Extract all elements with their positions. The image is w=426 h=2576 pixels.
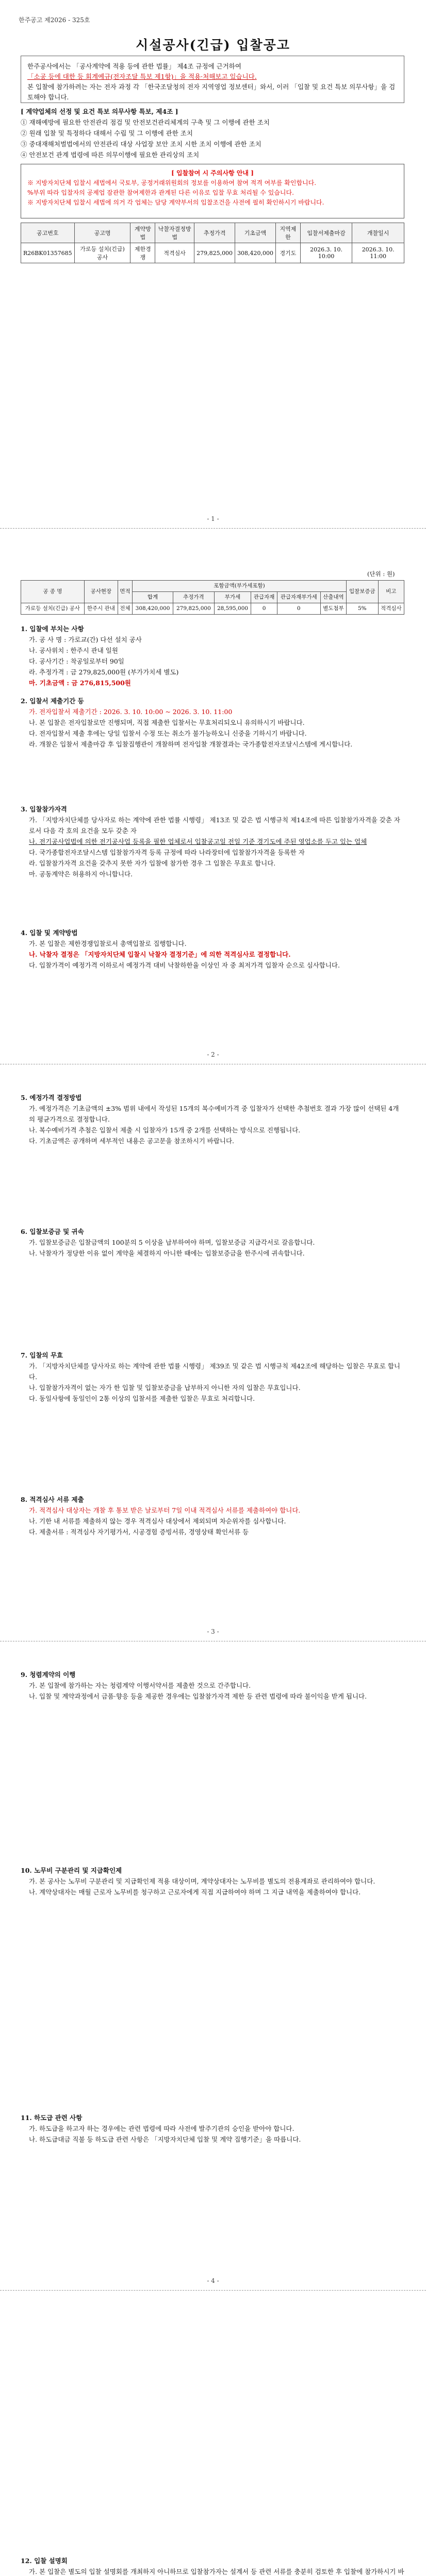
page-number: - 2 - [207, 1051, 219, 1058]
section-item: 다. 동일사항에 동일인이 2통 이상의 입찰서를 제출한 입찰은 무효로 처리합니다. [29, 1395, 255, 1402]
table-subheader: 합계 [132, 592, 173, 603]
table-cell: 가로등 설치(긴급) 공사 [74, 243, 130, 263]
table-header: 비고 [378, 581, 404, 603]
section-item: 가. 공 사 명 : 가로교(간) 다선 설치 공사 [29, 636, 142, 643]
section-item: 나. 본 입찰은 전자입찰로만 진행되며, 직접 제출한 입찰서는 무효처리되오니 유의하시기 바랍니다. [29, 719, 305, 726]
notice-line: ④ 안전보건 관계 법령에 따른 의무이행에 필요한 관리상의 조치 [21, 151, 200, 159]
table-header: 추정가격 [194, 223, 235, 243]
section-item: 다. 입찰가격이 예정가격 이하로서 예정가격 대비 낙찰하한율 이상인 자 중 최저가격 입찰자 순으로 심사합니다. [29, 961, 340, 969]
table-cell: 적격심사 [155, 243, 194, 263]
table-subheader: 산출내역 [320, 592, 346, 603]
table-header: 공 종 명 [21, 581, 85, 603]
section-item: 가. 적격심사 대상자는 개찰 후 통보 받은 날로부터 7일 이내 적격심사 서류를 제출하여야 합니다. [29, 1506, 301, 1514]
section-9 [21, 1669, 404, 1702]
section-heading: 3. 입찰참가자격 [21, 805, 67, 813]
table-subheader: 추정가격 [173, 592, 214, 603]
section-heading: 1. 입찰에 부치는 사항 [21, 625, 84, 633]
section-heading: 9. 청렴계약의 이행 [21, 1671, 76, 1679]
section-item: 라. 입찰참가자격 요건을 갖추지 못한 자가 입찰에 참가한 경우 그 입찰은 무효로 합니다. [29, 859, 276, 867]
section-heading: 2. 입찰서 제출기간 등 [21, 697, 84, 705]
section-heading: 4. 입찰 및 계약방법 [21, 929, 78, 937]
obligation-notice [21, 106, 404, 160]
caution-line: ※ 지방자치단체 입찰시 세법에서 국토부, 공정거래위원회의 정보를 이용하여 참여 적격 여부를 확인합니다. [27, 179, 317, 187]
table-header: 지역제한 [276, 223, 301, 243]
section-item: 가. 본 입찰은 제한경쟁입찰로서 총액입찰로 집행합니다. [29, 940, 187, 947]
table-cell: 2026.3. 10. 10:00 [300, 243, 352, 263]
table-cell: 0 [251, 603, 277, 615]
table-cell: 경기도 [276, 243, 301, 263]
caution-box [21, 164, 404, 218]
section-item: 나. 전기공사업법에 의한 전기공사업 등록을 필한 업체로서 입찰공고일 전일 기준 경기도에 주된 영업소를 두고 있는 업체 [29, 838, 367, 845]
table-header: 포함금액(부가세포함) [132, 581, 346, 592]
table-header: 입찰보증금 [347, 581, 379, 603]
section-heading: 10. 노무비 구분관리 및 지급확인제 [21, 1867, 122, 1874]
table-cell: 별도첨부 [320, 603, 346, 615]
table-cell: 279,825,000 [194, 243, 235, 263]
table-subheader: 관급자재부가세 [277, 592, 320, 603]
table-cell: 308,420,000 [235, 243, 276, 263]
table-header: 면적 [118, 581, 132, 603]
section-2 [21, 696, 404, 750]
section-item: 나. 낙찰자 결정은 「지방자치단체 입찰시 낙찰자 결정기준」에 의한 적격심사로 결정합니다. [29, 951, 291, 958]
table-cell: 28,595,000 [214, 603, 251, 615]
intro-line-1: 한주공사에서는 「공사계약에 적용 등에 관한 법률」 제4조 규정에 근거하여 [27, 62, 241, 70]
table-subheader: 부가세 [214, 592, 251, 603]
section-item: 가. 본 공사는 노무비 구분관리 및 지급확인제 적용 대상이며, 계약상대자는 노무비를 별도의 전용계좌로 관리하여야 합니다. [29, 1877, 375, 1885]
section-item: 다. 제출서류 : 적격심사 자기평가서, 시공경험 증빙서류, 경영상태 확인서류 등 [29, 1528, 249, 1536]
section-item: 마. 기초금액 : 금 276,815,500원 [29, 679, 131, 687]
table-header: 개찰일시 [352, 223, 404, 243]
table-header: 계약방법 [130, 223, 155, 243]
section-item: 가. 하도급을 하고자 하는 경우에는 관련 법령에 따라 사전에 발주기관의 승인을 받아야 합니다. [29, 2125, 294, 2132]
section-10 [21, 1865, 404, 1897]
table-cell: 2026.3. 10. 11:00 [352, 243, 404, 263]
page-divider [0, 2290, 426, 2291]
table-cell: 가로등 설치(긴급) 공사 [21, 603, 85, 615]
intro-box [21, 56, 404, 103]
table-cell: 0 [277, 603, 320, 615]
section-item: 라. 추정가격 : 금 279,825,000원 (부가가치세 별도) [29, 668, 179, 676]
section-item: 마. 공동계약은 허용하지 아니합니다. [29, 870, 133, 878]
table-header: 공고번호 [21, 223, 75, 243]
section-item: 가. 「지방자치단체를 당사자로 하는 계약에 관한 법률 시행령」 제39조 및 같은 법 시행규칙 제42조에 해당하는 입찰은 무효로 합니다. [29, 1362, 401, 1381]
table-row [21, 243, 404, 263]
page-number: - 1 - [207, 515, 219, 522]
notice-line: ② 원래 입찰 및 특정하다 대해서 수립 및 그 이행에 관한 조치 [21, 129, 193, 137]
intro-line-3: 본 입찰에 참가하려는 자는 전자 과정 각 「한국조달청의 전자 지역영업 정보센터」와서, 이러 「입찰 및 요건 특보 의무사항」을 검토해야 합니다. [27, 83, 396, 101]
table-subheader: 관급자재 [251, 592, 277, 603]
section-heading: 5. 예정가격 결정방법 [21, 1094, 82, 1101]
section-item: 라. 개찰은 입찰서 제출마감 후 입찰집행관이 개찰하며 전자입찰 개찰결과는 국가종합전자조달시스템에 게시합니다. [29, 740, 353, 748]
table-header: 낙찰자결정방법 [155, 223, 194, 243]
section-item: 나. 공사위치 : 한주시 관내 일원 [29, 647, 118, 654]
table-cell: R26BK01357685 [21, 243, 75, 263]
page-divider [0, 528, 426, 529]
unit-label: (단위 : 원) [367, 570, 395, 578]
section-8 [21, 1494, 404, 1537]
section-item: 가. 입찰보증금은 입찰금액의 100분의 5 이상을 납부하여야 하며, 입찰보증금 지급각서로 갈음합니다. [29, 1239, 315, 1246]
section-heading: 11. 하도급 관련 사항 [21, 2114, 83, 2122]
section-item: 나. 계약상대자는 매월 근로자 노무비를 청구하고 근로자에게 직접 지급하여야 하며 그 지급 내역을 제출하여야 합니다. [29, 1888, 361, 1896]
section-item: 가. 예정가격은 기초금액의 ±3% 범위 내에서 작성된 15개의 복수예비가격 중 입찰자가 선택한 추첨번호 결과 가장 많이 선택된 4개의 평균가격으로 결정합니다. [29, 1105, 399, 1123]
section-item: 다. 공사기간 : 착공일로부터 90일 [29, 657, 124, 665]
page-title: 시설공사(긴급) 입찰공고 [136, 38, 290, 53]
detail-table [21, 580, 404, 615]
section-item: 다. 전자입찰서 제출 후에는 당일 입찰서 수정 또는 취소가 불가능하오니 신중을 기하시기 바랍니다. [29, 730, 307, 737]
section-item: 나. 하도급대금 직불 등 하도급 관련 사항은 「지방자치단체 입찰 및 계약 집행기준」을 따릅니다. [29, 2136, 301, 2143]
table-header: 공고명 [74, 223, 130, 243]
table-header: 입찰서제출마감 [300, 223, 352, 243]
section-heading: 6. 입찰보증금 및 귀속 [21, 1228, 84, 1235]
section-item: 다. 국가종합전자조달시스템 입찰참가자격 등록 규정에 따라 나라장터에 입찰참가자격을 등록한 자 [29, 849, 305, 856]
caution-heading: [ 입찰참여 시 주의사항 안내 ] [171, 170, 254, 177]
section-item: 가. 「지방자치단체를 당사자로 하는 계약에 관한 법률 시행령」 제13조 및 같은 법 시행규칙 제14조에 따른 입찰참가자격을 갖춘 자로서 다음 각 호의 요건을 모두 갖춘 자 [29, 816, 401, 835]
table-row [21, 603, 404, 615]
section-12 [21, 2555, 404, 2576]
doc-number: 한주공고 제2026 - 325호 [19, 16, 90, 24]
table-cell: 5% [347, 603, 379, 615]
section-3 [21, 804, 404, 879]
table-cell: 308,420,000 [132, 603, 173, 615]
caution-line: %부위 따라 입찰자의 공제업 잠관한 참여제한과 관계된 다른 이유로 입찰 무효 처리될 수 있습니다. [27, 189, 294, 196]
table-cell: 적격심사 [378, 603, 404, 615]
section-item: 나. 입찰 및 계약과정에서 금품·향응 등을 제공한 경우에는 입찰참가자격 제한 등 관련 법령에 따라 불이익을 받게 됩니다. [29, 1692, 367, 1700]
section-4 [21, 927, 404, 971]
overview-table [21, 223, 404, 263]
intro-line-2: 「소공 등에 대한 등 회계예규(전자조달 특보 제1항)」을 적용·처해보고 있습니다. [27, 73, 257, 80]
table-cell: 전체 [118, 603, 132, 615]
caution-line: ※ 지방자치단체 입찰시 세법에 의거 각 업체는 담당 계약부서의 입찰조건을 사전에 필히 확인하시기 바랍니다. [27, 199, 324, 206]
section-heading: 7. 입찰의 무효 [21, 1351, 63, 1359]
section-item: 가. 전자입찰서 제출기간 : 2026. 3. 10. 10:00 ~ 2026. 3. 10. 11:00 [29, 708, 233, 716]
section-1 [21, 623, 404, 688]
section-item: 나. 복수예비가격 추첨은 입찰서 제출 시 입찰자가 15개 중 2개를 선택하는 방식으로 진행됩니다. [29, 1126, 301, 1134]
table-cell: 279,825,000 [173, 603, 214, 615]
section-heading: 8. 적격심사 서류 제출 [21, 1496, 84, 1503]
notice-line: ① 재해예방에 필요한 안전관리 점검 및 안전보건관리체계의 구축 및 그 이행에 관한 조치 [21, 118, 270, 126]
section-item: 가. 본 입찰에 참가하는 자는 청렴계약 이행서약서를 제출한 것으로 간주합니다. [29, 1682, 251, 1689]
section-5 [21, 1092, 404, 1146]
section-item: 나. 입찰참가자격이 없는 자가 한 입찰 및 입찰보증금을 납부하지 아니한 자의 입찰은 무효입니다. [29, 1384, 301, 1392]
section-item: 가. 본 입찰은 별도의 입찰 설명회를 개최하지 아니하므로 입찰참가자는 설계서 등 관련 서류를 충분히 검토한 후 입찰에 참가하시기 바 [29, 2568, 404, 2575]
section-item: 나. 낙찰자가 정당한 이유 없이 계약을 체결하지 아니한 때에는 입찰보증금을 한주시에 귀속합니다. [29, 1249, 305, 1257]
section-6 [21, 1226, 404, 1259]
notice-line: ③ 중대재해처벌법에서의 안전관리 대상 사업장 보안 조치 시한 조치 이행에 관한 조치 [21, 140, 261, 148]
table-header: 공사현장 [84, 581, 118, 603]
section-item: 다. 기초금액은 공개하며 세부적인 내용은 공고문을 참조하시기 바랍니다. [29, 1137, 235, 1145]
page-number: - 3 - [207, 1628, 219, 1635]
page-number: - 4 - [207, 2277, 219, 2284]
table-cell: 한주시 관내 [84, 603, 118, 615]
section-11 [21, 2112, 404, 2145]
table-cell: 제한경쟁 [130, 243, 155, 263]
notice-line: [ 계약업체의 선정 및 요건 특보 의무사항 특보, 제4조 ] [21, 108, 178, 115]
section-heading: 12. 입찰 설명회 [21, 2557, 68, 2565]
section-7 [21, 1350, 404, 1404]
section-item: 나. 기한 내 서류를 제출하지 않는 경우 적격심사 대상에서 제외되며 차순위자를 심사합니다. [29, 1517, 286, 1525]
table-header: 기초금액 [235, 223, 276, 243]
